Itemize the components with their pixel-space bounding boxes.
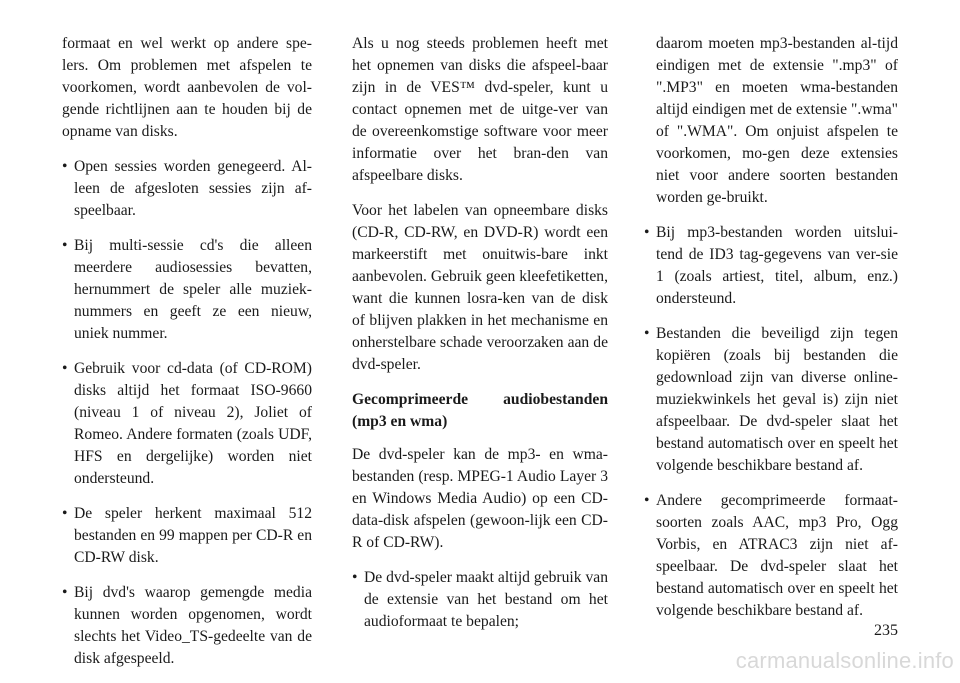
section-heading: Gecomprimeerde audiobestanden (mp3 en wma) [352,391,608,430]
list-item: • De dvd-speler maakt altijd gebruik van de extensie van het bestand om het audioformaat te bepalen; [352,567,608,633]
paragraph: Als u nog steeds problemen heeft met het opnemen van disks die afspeel-baar zijn in de VES™ dvd-speler, kunt u contact opnemen met de uitge-ver van de overeenkomstige software voor meer informatie over het bran-den van afspeelbare disks. [352,35,608,184]
column-2 [352,33,608,646]
list-item: • De speler herkent maximaal 512 bestanden en 99 mappen per CD-R en CD-RW disk. [62,503,312,569]
watermark: carmanualsonline.info [735,648,954,673]
paragraph: Voor het labelen van opneembare disks (CD-R, CD-RW, en DVD-R) wordt een markeerstift met onuitwis-bare inkt aanbevolen. Gebruik geen kleefetiketten, want die kunnen losra-ken van de disk of blijven plakken in het mechanisme en onherstelbare schade veroorzaken aan de dvd-speler. [352,202,608,373]
audio-format-list [352,567,608,633]
list-item: • Bestanden die beveiligd zijn tegen kopiëren (zoals bij bestanden die gedownload zijn van diverse online-muziekwinkels het geval is) zijn niet afspeelbaar. De dvd-speler slaat het bestand automatisch over en speelt het volgende beschikbare bestand af. [644,323,898,477]
list-item: • Bij multi-sessie cd's die alleen meerdere audiosessies bevatten, hernummert de speler alle muziek-nummers en geeft ze een nieuw, uniek nummer. [62,235,312,345]
column-1 [62,33,312,683]
list-item-continuation: daarom moeten mp3-bestanden al-tijd eindigen met de extensie ".mp3" of ".MP3" en moeten wma-bestanden altijd eindigen met de extensie ".wma" of ".WMA". Om onjuist afspelen te voorkomen, mo-gen deze extensies niet voor andere soorten bestanden worden ge-bruikt. [656,35,898,206]
column-3 [644,33,898,635]
list-item: • Bij mp3-bestanden worden uitslui-tend de ID3 tag-gegevens van ver-sie 1 (zoals artiest, titel, album, enz.) ondersteund. [644,222,898,310]
list-item: • Bij dvd's waarop gemengde media kunnen worden opgenomen, wordt slechts het Video_TS-gedeelte van de disk afgespeeld. [62,582,312,670]
page-number: 235 [874,622,898,639]
list-item: • Open sessies worden genegeerd. Al-leen de afgesloten sessies zijn af-speelbaar. [62,156,312,222]
list-item: • Andere gecomprimeerde formaat-soorten zoals AAC, mp3 Pro, Ogg Vorbis, en ATRAC3 zijn niet af-speelbaar. De dvd-speler slaat het bestand automatisch over en speelt het volgende beschikbare bestand af. [644,490,898,622]
intro-paragraph: formaat en wel werkt op andere spe-lers. Om problemen met afspelen te voorkomen, wordt aanbevolen de vol-gende richtlijnen aan te houden bij de opname van disks. [62,35,312,140]
paragraph: De dvd-speler kan de mp3- en wma-bestanden (resp. MPEG-1 Audio Layer 3 en Windows Media Audio) op een CD-data-disk afspelen (gewoon-lijk een CD-R of CD-RW). [352,446,608,551]
recording-guidelines-list [62,156,312,670]
audio-format-list-continued [644,33,898,622]
list-item: • Gebruik voor cd-data (of CD-ROM) disks altijd het formaat ISO-9660 (niveau 1 of niveau 2), Joliet of Romeo. Andere formaten (zoals UDF, HFS en dergelijke) worden niet ondersteund. [62,358,312,490]
